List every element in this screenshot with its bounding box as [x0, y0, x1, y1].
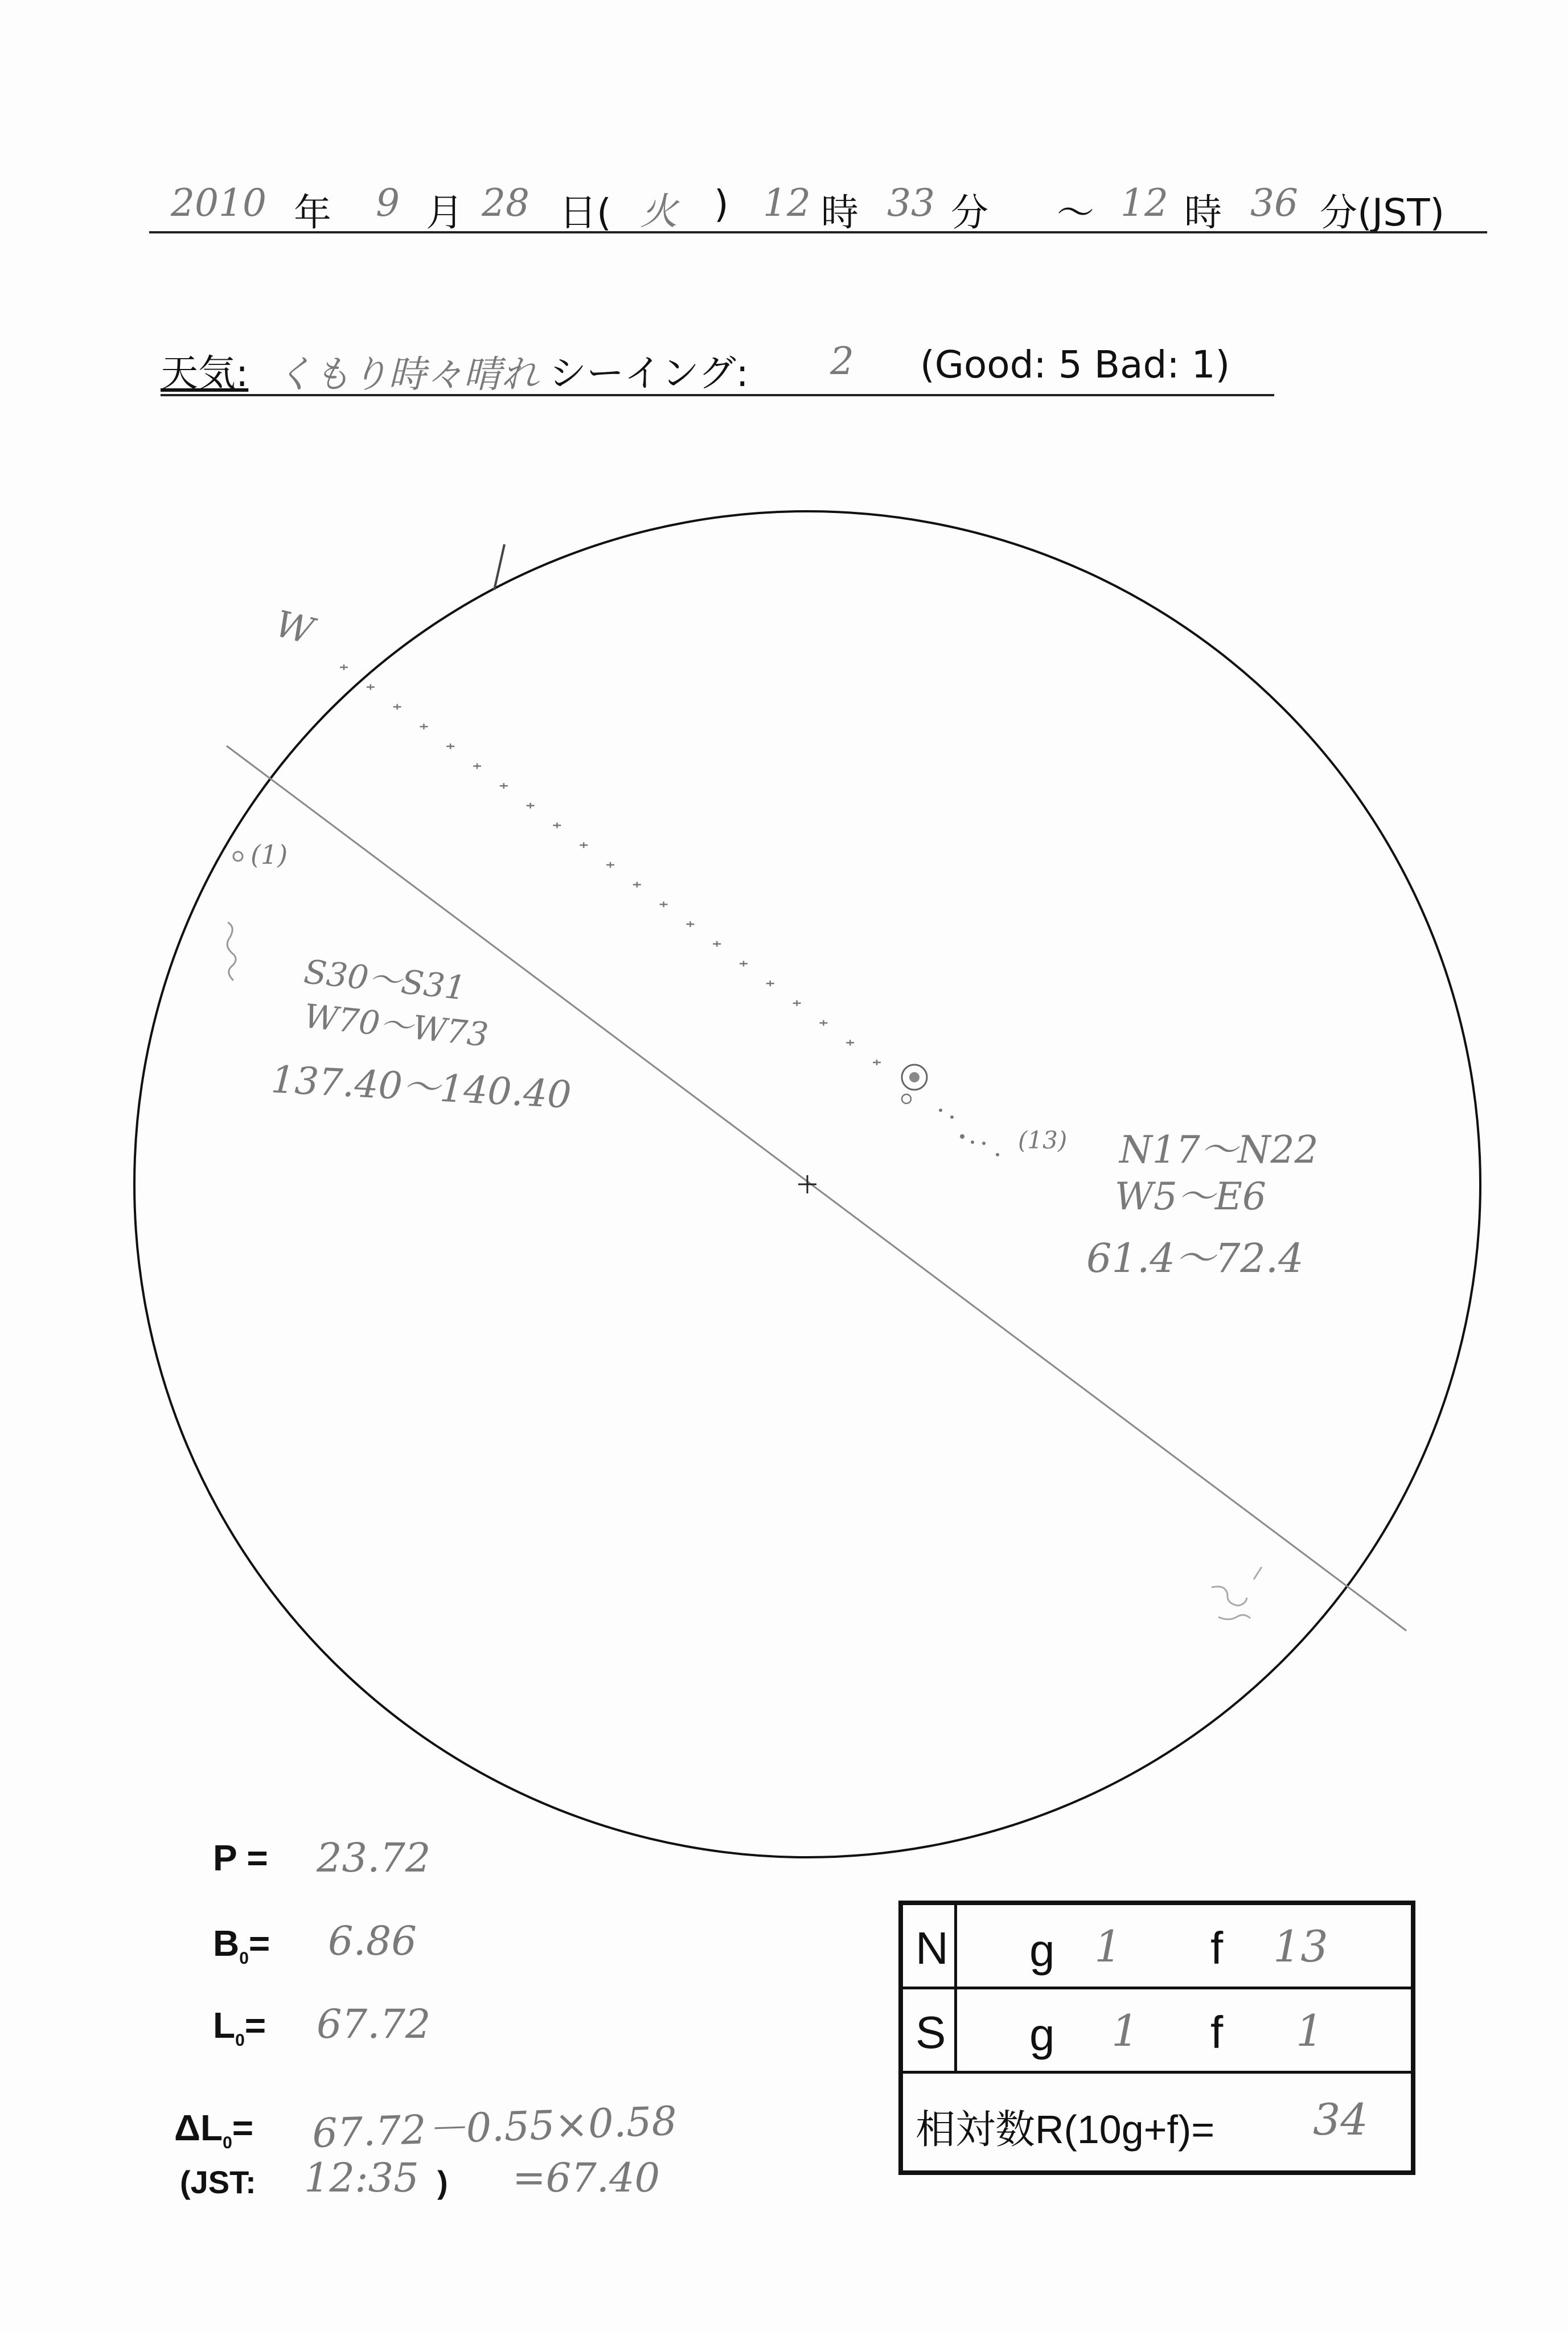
delta-l0-result: =67.40: [512, 2154, 660, 2201]
hour-label-2: 時: [1184, 191, 1222, 235]
tilde: ～: [1057, 191, 1094, 235]
group-13-latitude: N17～N22: [1119, 1128, 1319, 1172]
hour-label-1: 時: [821, 191, 859, 235]
end-hour-value: 12: [1120, 181, 1168, 225]
delta-l0-label: $\Delta L_0=$: [174, 2107, 254, 2152]
north-f-label: f: [1210, 1923, 1224, 1973]
seeing-value: 2: [830, 339, 854, 383]
west-mark: W: [271, 603, 318, 653]
south-row: [903, 1989, 1411, 2074]
group-1-latitude: S30～S31: [302, 952, 468, 1008]
north-f-value: 13: [1273, 1921, 1328, 1972]
p-value: 23.72: [317, 1835, 431, 1881]
b0-value: 6.86: [328, 1918, 417, 1964]
start-min-value: 33: [887, 181, 935, 225]
min-label-1: 分: [951, 191, 988, 235]
relative-number-value: 34: [1313, 2094, 1368, 2145]
weekday-value: 火: [640, 190, 678, 233]
south-f-value: 1: [1296, 2005, 1324, 2056]
day-value: 28: [482, 181, 529, 225]
group-1-number: (1): [251, 839, 288, 870]
south-g-value: 1: [1111, 2005, 1139, 2056]
weather-label: 天気:: [161, 351, 249, 395]
b0-label: $B_0=$: [213, 1923, 270, 1968]
month-value: 9: [376, 181, 400, 225]
weekday-close: ): [714, 182, 729, 226]
l0-label: $L_0=$: [213, 2005, 266, 2050]
start-hour-value: 12: [763, 181, 811, 225]
weather-value: くもり時々晴れ: [276, 352, 539, 396]
delta-l0-formula: 67.72－0.55×0.58: [311, 2097, 678, 2157]
center-cross: [798, 1175, 816, 1193]
year-value: 2010: [171, 181, 266, 225]
year-label: 年: [294, 191, 331, 235]
group-13-longitude: W5～E6: [1115, 1175, 1266, 1218]
limb-faculae: [1212, 1567, 1262, 1619]
month-label: 月: [426, 191, 463, 235]
sunspot-group-13: [902, 1065, 999, 1156]
p-label: P =: [213, 1837, 268, 1878]
group-13-number: (13): [1018, 1126, 1068, 1154]
table-divider: [954, 1905, 957, 2074]
sunspot-group-1: [227, 852, 243, 980]
south-g-label: g: [1029, 2009, 1055, 2060]
north-g-value: 1: [1094, 1921, 1122, 1972]
group-1-longitude: W70～W73: [302, 996, 490, 1054]
relative-number-label: 相対数R(10g+f)=: [916, 2107, 1215, 2152]
day-label: 日(: [559, 191, 611, 235]
north-row: [903, 1905, 1411, 1989]
jst-label: (JST:: [180, 2164, 256, 2200]
south-label: S: [916, 2007, 946, 2058]
group-13-carrington: 61.4～72.4: [1086, 1235, 1304, 1282]
sunspot-count-table: [898, 1901, 1415, 2175]
min-label-2: 分(JST): [1320, 191, 1445, 235]
jst-value: 12:35: [304, 2154, 419, 2201]
jst-close: ): [437, 2164, 448, 2200]
group-1-carrington: 137.40～140.40: [270, 1057, 573, 1117]
l0-value: 67.72: [317, 2001, 431, 2047]
end-min-value: 36: [1250, 181, 1298, 225]
relative-number-row: [903, 2074, 1411, 2170]
seeing-scale: (Good: 5 Bad: 1): [920, 343, 1230, 387]
north-label: N: [916, 1923, 949, 1973]
north-g-label: g: [1029, 1925, 1055, 1976]
seeing-label: シーイング:: [549, 351, 749, 395]
south-f-label: f: [1210, 2007, 1224, 2058]
